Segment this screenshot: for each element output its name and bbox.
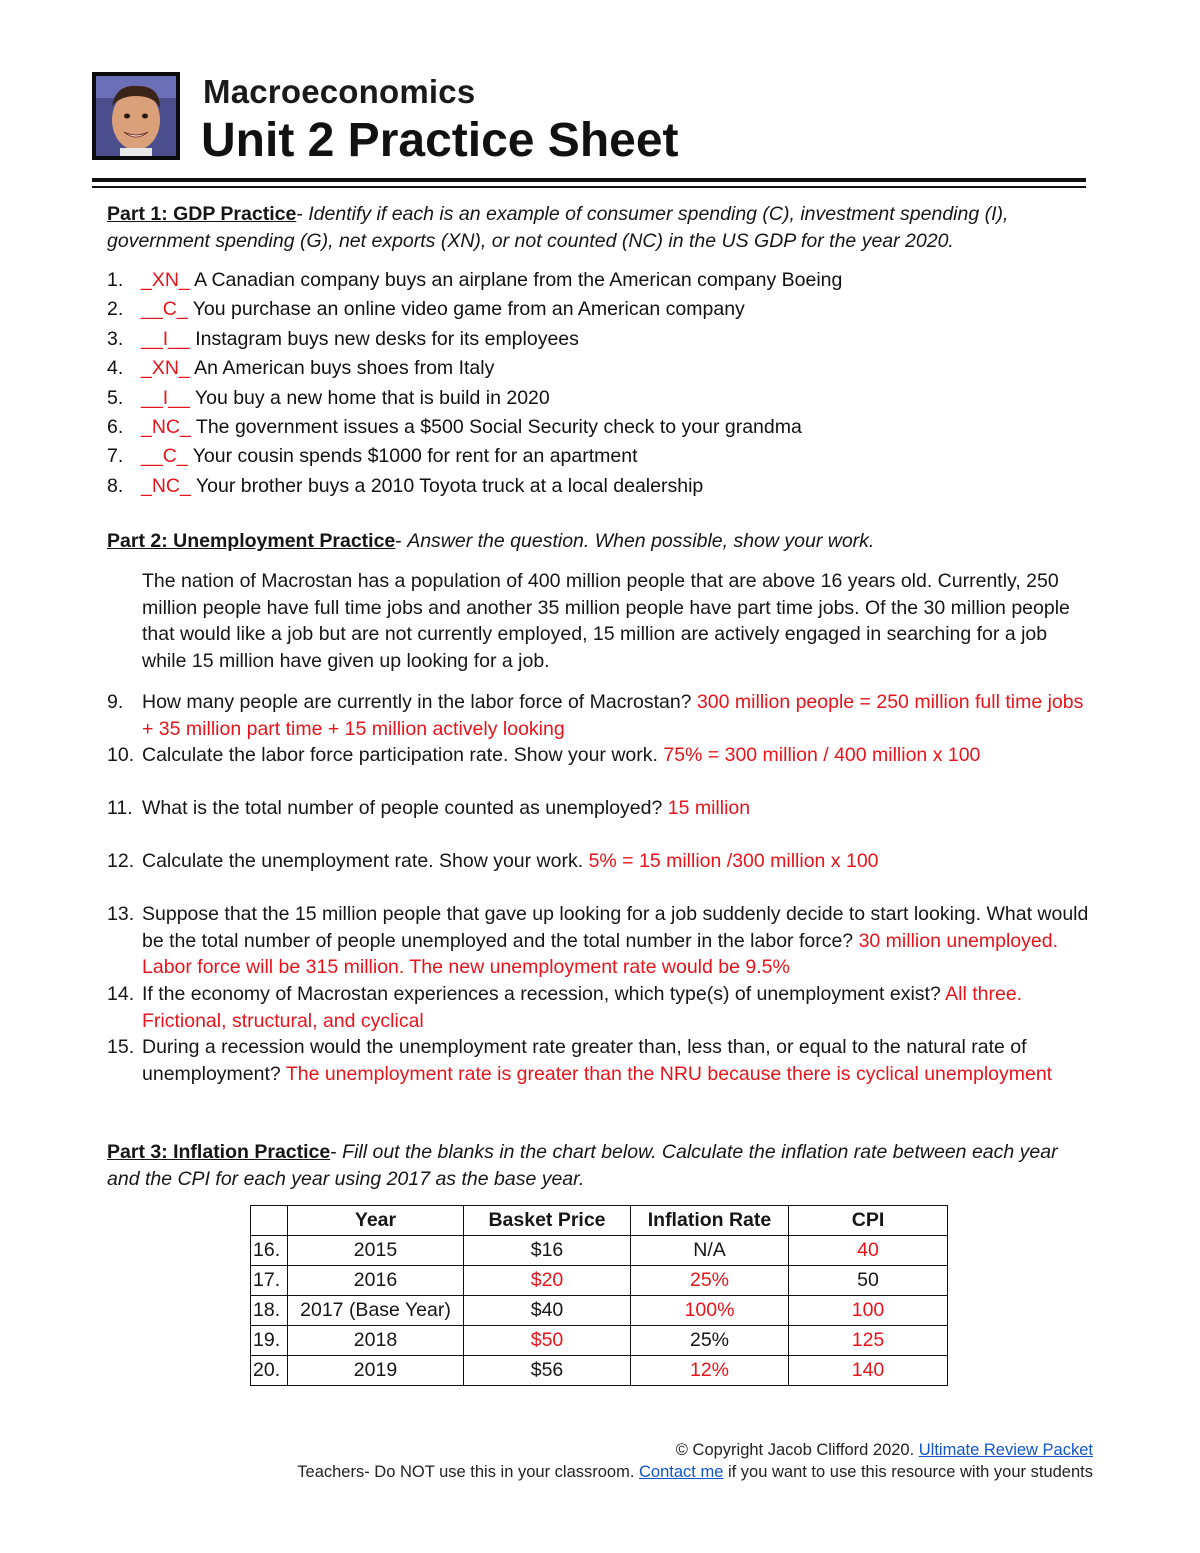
inflation-rate-cell: 25% bbox=[631, 1266, 789, 1296]
question-answer: All three. Frictional, structural, and cyclical bbox=[142, 983, 1023, 1032]
table-row bbox=[251, 1266, 948, 1296]
question-text: Suppose that the 15 million people that gave up looking for a job suddenly decide to start looking. What would be the total number of people unemployed and the total number in the labor force? bbox=[142, 903, 1089, 952]
gdp-item-answer: __I__ bbox=[141, 386, 190, 409]
gdp-item-answer: _NC_ bbox=[141, 415, 191, 438]
question-text: How many people are currently in the labor force of Macrostan? bbox=[142, 691, 697, 713]
question-number: 15. bbox=[107, 1036, 135, 1058]
question-answer: 5% = 15 million /300 million x 100 bbox=[588, 850, 879, 872]
gdp-item bbox=[107, 413, 1087, 442]
page-title: Unit 2 Practice Sheet bbox=[201, 114, 679, 167]
inflation-rate-cell: 12% bbox=[631, 1356, 789, 1386]
basket-price-cell: $56 bbox=[464, 1356, 631, 1386]
gdp-item bbox=[107, 442, 1087, 471]
gdp-question-list bbox=[107, 266, 1087, 501]
inflation-rate-cell: N/A bbox=[631, 1236, 789, 1266]
year-cell: 2016 bbox=[288, 1266, 464, 1296]
question-15 bbox=[107, 1034, 1097, 1087]
part2-intro bbox=[107, 528, 1087, 555]
gdp-item-answer: _XN_ bbox=[141, 357, 190, 380]
year-cell: 2019 bbox=[288, 1356, 464, 1386]
basket-price-cell: $20 bbox=[464, 1266, 631, 1296]
part2-heading: Part 2: Unemployment Practice bbox=[107, 530, 396, 552]
teacher-note-suffix: if you want to use this resource with your students bbox=[723, 1463, 1093, 1481]
question-10 bbox=[107, 742, 1097, 769]
part3-dash: - bbox=[330, 1141, 343, 1163]
subject-title: Macroeconomics bbox=[203, 73, 476, 110]
question-text: What is the total number of people counted as unemployed? bbox=[142, 797, 668, 819]
gdp-item-number: 8. bbox=[107, 474, 124, 497]
basket-price-cell: $40 bbox=[464, 1296, 631, 1326]
column-header-basket-price: Basket Price bbox=[464, 1206, 631, 1236]
question-text: Calculate the unemployment rate. Show your work. bbox=[142, 850, 589, 872]
row-number: 18. bbox=[251, 1296, 288, 1326]
gdp-item bbox=[107, 354, 1087, 383]
table-row bbox=[251, 1356, 948, 1386]
copyright-text: © Copyright Jacob Clifford 2020. bbox=[675, 1441, 919, 1459]
column-header-year: Year bbox=[288, 1206, 464, 1236]
row-number: 16. bbox=[251, 1236, 288, 1266]
question-number: 9. bbox=[107, 691, 124, 713]
cpi-cell: 140 bbox=[789, 1356, 948, 1386]
author-portrait-image bbox=[96, 76, 176, 156]
gdp-item-text: Instagram buys new desks for its employees bbox=[189, 327, 579, 350]
part3-instructions: Fill out the blanks in the chart below. Calculate the inflation rate between each year and the CPI for each year using 2017 as the base year. bbox=[107, 1141, 1058, 1190]
part3-intro bbox=[107, 1139, 1087, 1192]
teacher-note-prefix: Teachers- Do NOT use this in your classroom. bbox=[297, 1463, 640, 1481]
question-answer: The unemployment rate is greater than the NRU because there is cyclical unemployment bbox=[285, 1062, 1053, 1085]
table-row bbox=[251, 1296, 948, 1326]
gdp-item-answer: _NC_ bbox=[141, 474, 191, 497]
question-text: If the economy of Macrostan experiences a recession, which type(s) of unemployment exist? bbox=[142, 983, 946, 1005]
gdp-item bbox=[107, 472, 1087, 501]
question-number: 13. bbox=[107, 903, 135, 925]
year-cell: 2015 bbox=[288, 1236, 464, 1266]
gdp-item bbox=[107, 384, 1087, 413]
question-answer: 15 million bbox=[667, 797, 751, 819]
gdp-item-answer: _XN_ bbox=[141, 269, 190, 291]
gdp-item-number: 3. bbox=[107, 327, 124, 350]
gdp-item-text: Your cousin spends $1000 for rent for an apartment bbox=[187, 445, 638, 468]
gdp-item-answer: __I__ bbox=[141, 327, 190, 350]
gdp-item-answer: __C_ bbox=[141, 298, 188, 321]
row-number: 17. bbox=[251, 1266, 288, 1296]
question-number: 14. bbox=[107, 983, 135, 1005]
gdp-item-number: 6. bbox=[107, 415, 124, 438]
inflation-table bbox=[250, 1205, 948, 1386]
cpi-cell: 125 bbox=[789, 1326, 948, 1356]
gdp-item bbox=[107, 325, 1087, 354]
question-answer: 300 million people = 250 million full time jobs + 35 million part time + 15 million actively looking bbox=[142, 691, 1084, 740]
cpi-cell: 50 bbox=[789, 1266, 948, 1296]
author-photo bbox=[92, 72, 180, 160]
year-cell: 2018 bbox=[288, 1326, 464, 1356]
part1-heading: Part 1: GDP Practice bbox=[107, 203, 297, 225]
gdp-item-text: An American buys shoes from Italy bbox=[189, 357, 495, 380]
question-answer: 30 million unemployed. Labor force will be 315 million. The new unemployment rate would be 9.5% bbox=[142, 929, 1059, 978]
question-9 bbox=[107, 689, 1097, 742]
gdp-item-text: Your brother buys a 2010 Toyota truck at a local dealership bbox=[190, 474, 704, 497]
row-number: 19. bbox=[251, 1326, 288, 1356]
part1-instructions: Identify if each is an example of consumer spending (C), investment spending (I), government spending (G), net exports (XN), or not counted (NC) in the US GDP for the year 2020. bbox=[107, 203, 1009, 252]
question-answer: 75% = 300 million / 400 million x 100 bbox=[663, 744, 981, 766]
gdp-item-number: 4. bbox=[107, 357, 124, 380]
question-12 bbox=[107, 848, 1097, 875]
question-13 bbox=[107, 901, 1097, 981]
question-number: 11. bbox=[107, 797, 133, 819]
footer-copyright bbox=[193, 1441, 1093, 1460]
gdp-item-text: You purchase an online video game from an American company bbox=[187, 298, 745, 321]
gdp-item-text: The government issues a $500 Social Security check to your grandma bbox=[190, 415, 802, 438]
gdp-item bbox=[107, 295, 1087, 324]
gdp-item-number: 5. bbox=[107, 386, 124, 409]
table-header-row bbox=[251, 1206, 948, 1236]
ultimate-review-packet-link[interactable]: Ultimate Review Packet bbox=[918, 1441, 1093, 1459]
question-text: Calculate the labor force participation rate. Show your work. bbox=[142, 744, 664, 766]
part1-dash: - bbox=[296, 203, 309, 225]
question-text: During a recession would the unemployment rate greater than, less than, or equal to the natural rate of unemployment? bbox=[142, 1036, 1027, 1085]
column-header-inflation-rate: Inflation Rate bbox=[631, 1206, 789, 1236]
gdp-item-number: 7. bbox=[107, 445, 124, 468]
inflation-table-body bbox=[251, 1236, 948, 1386]
macrostan-scenario: The nation of Macrostan has a population of 400 million people that are above 16 years old. Currently, 250 million people have full time jobs and another 35 million people have part time jobs. Of the 30 million people that would like a job but are not currently employed, 15 million are actively engaged in searching for a job while 15 million have given up looking for a job. bbox=[142, 570, 1070, 672]
part2-dash: - bbox=[395, 530, 408, 552]
part1-intro bbox=[107, 201, 1087, 254]
cpi-cell: 100 bbox=[789, 1296, 948, 1326]
year-cell: 2017 (Base Year) bbox=[288, 1296, 464, 1326]
table-row bbox=[251, 1236, 948, 1266]
column-header-cpi: CPI bbox=[789, 1206, 948, 1236]
gdp-item-text: A Canadian company buys an airplane from the American company Boeing bbox=[189, 269, 843, 291]
basket-price-cell: $50 bbox=[464, 1326, 631, 1356]
part3-heading: Part 3: Inflation Practice bbox=[107, 1141, 331, 1163]
column-header bbox=[251, 1206, 288, 1236]
table-row bbox=[251, 1326, 948, 1356]
question-number: 12. bbox=[107, 850, 135, 872]
row-number: 20. bbox=[251, 1356, 288, 1386]
question-11 bbox=[107, 795, 1097, 822]
question-number: 10. bbox=[107, 744, 135, 766]
header-divider-thick bbox=[92, 178, 1086, 182]
gdp-item-number: 1. bbox=[107, 269, 124, 291]
header-divider-thin bbox=[92, 186, 1086, 188]
gdp-item bbox=[107, 266, 1087, 295]
part2-instructions: Answer the question. When possible, show your work. bbox=[407, 530, 875, 552]
cpi-cell: 40 bbox=[789, 1236, 948, 1266]
gdp-item-number: 2. bbox=[107, 298, 124, 321]
inflation-rate-cell: 25% bbox=[631, 1326, 789, 1356]
question-14 bbox=[107, 981, 1097, 1034]
inflation-rate-cell: 100% bbox=[631, 1296, 789, 1326]
gdp-item-answer: __C_ bbox=[141, 445, 188, 468]
contact-me-link[interactable]: Contact me bbox=[639, 1463, 724, 1481]
gdp-item-text: You buy a new home that is build in 2020 bbox=[189, 386, 550, 409]
basket-price-cell: $16 bbox=[464, 1236, 631, 1266]
footer-teacher-note bbox=[193, 1463, 1093, 1482]
